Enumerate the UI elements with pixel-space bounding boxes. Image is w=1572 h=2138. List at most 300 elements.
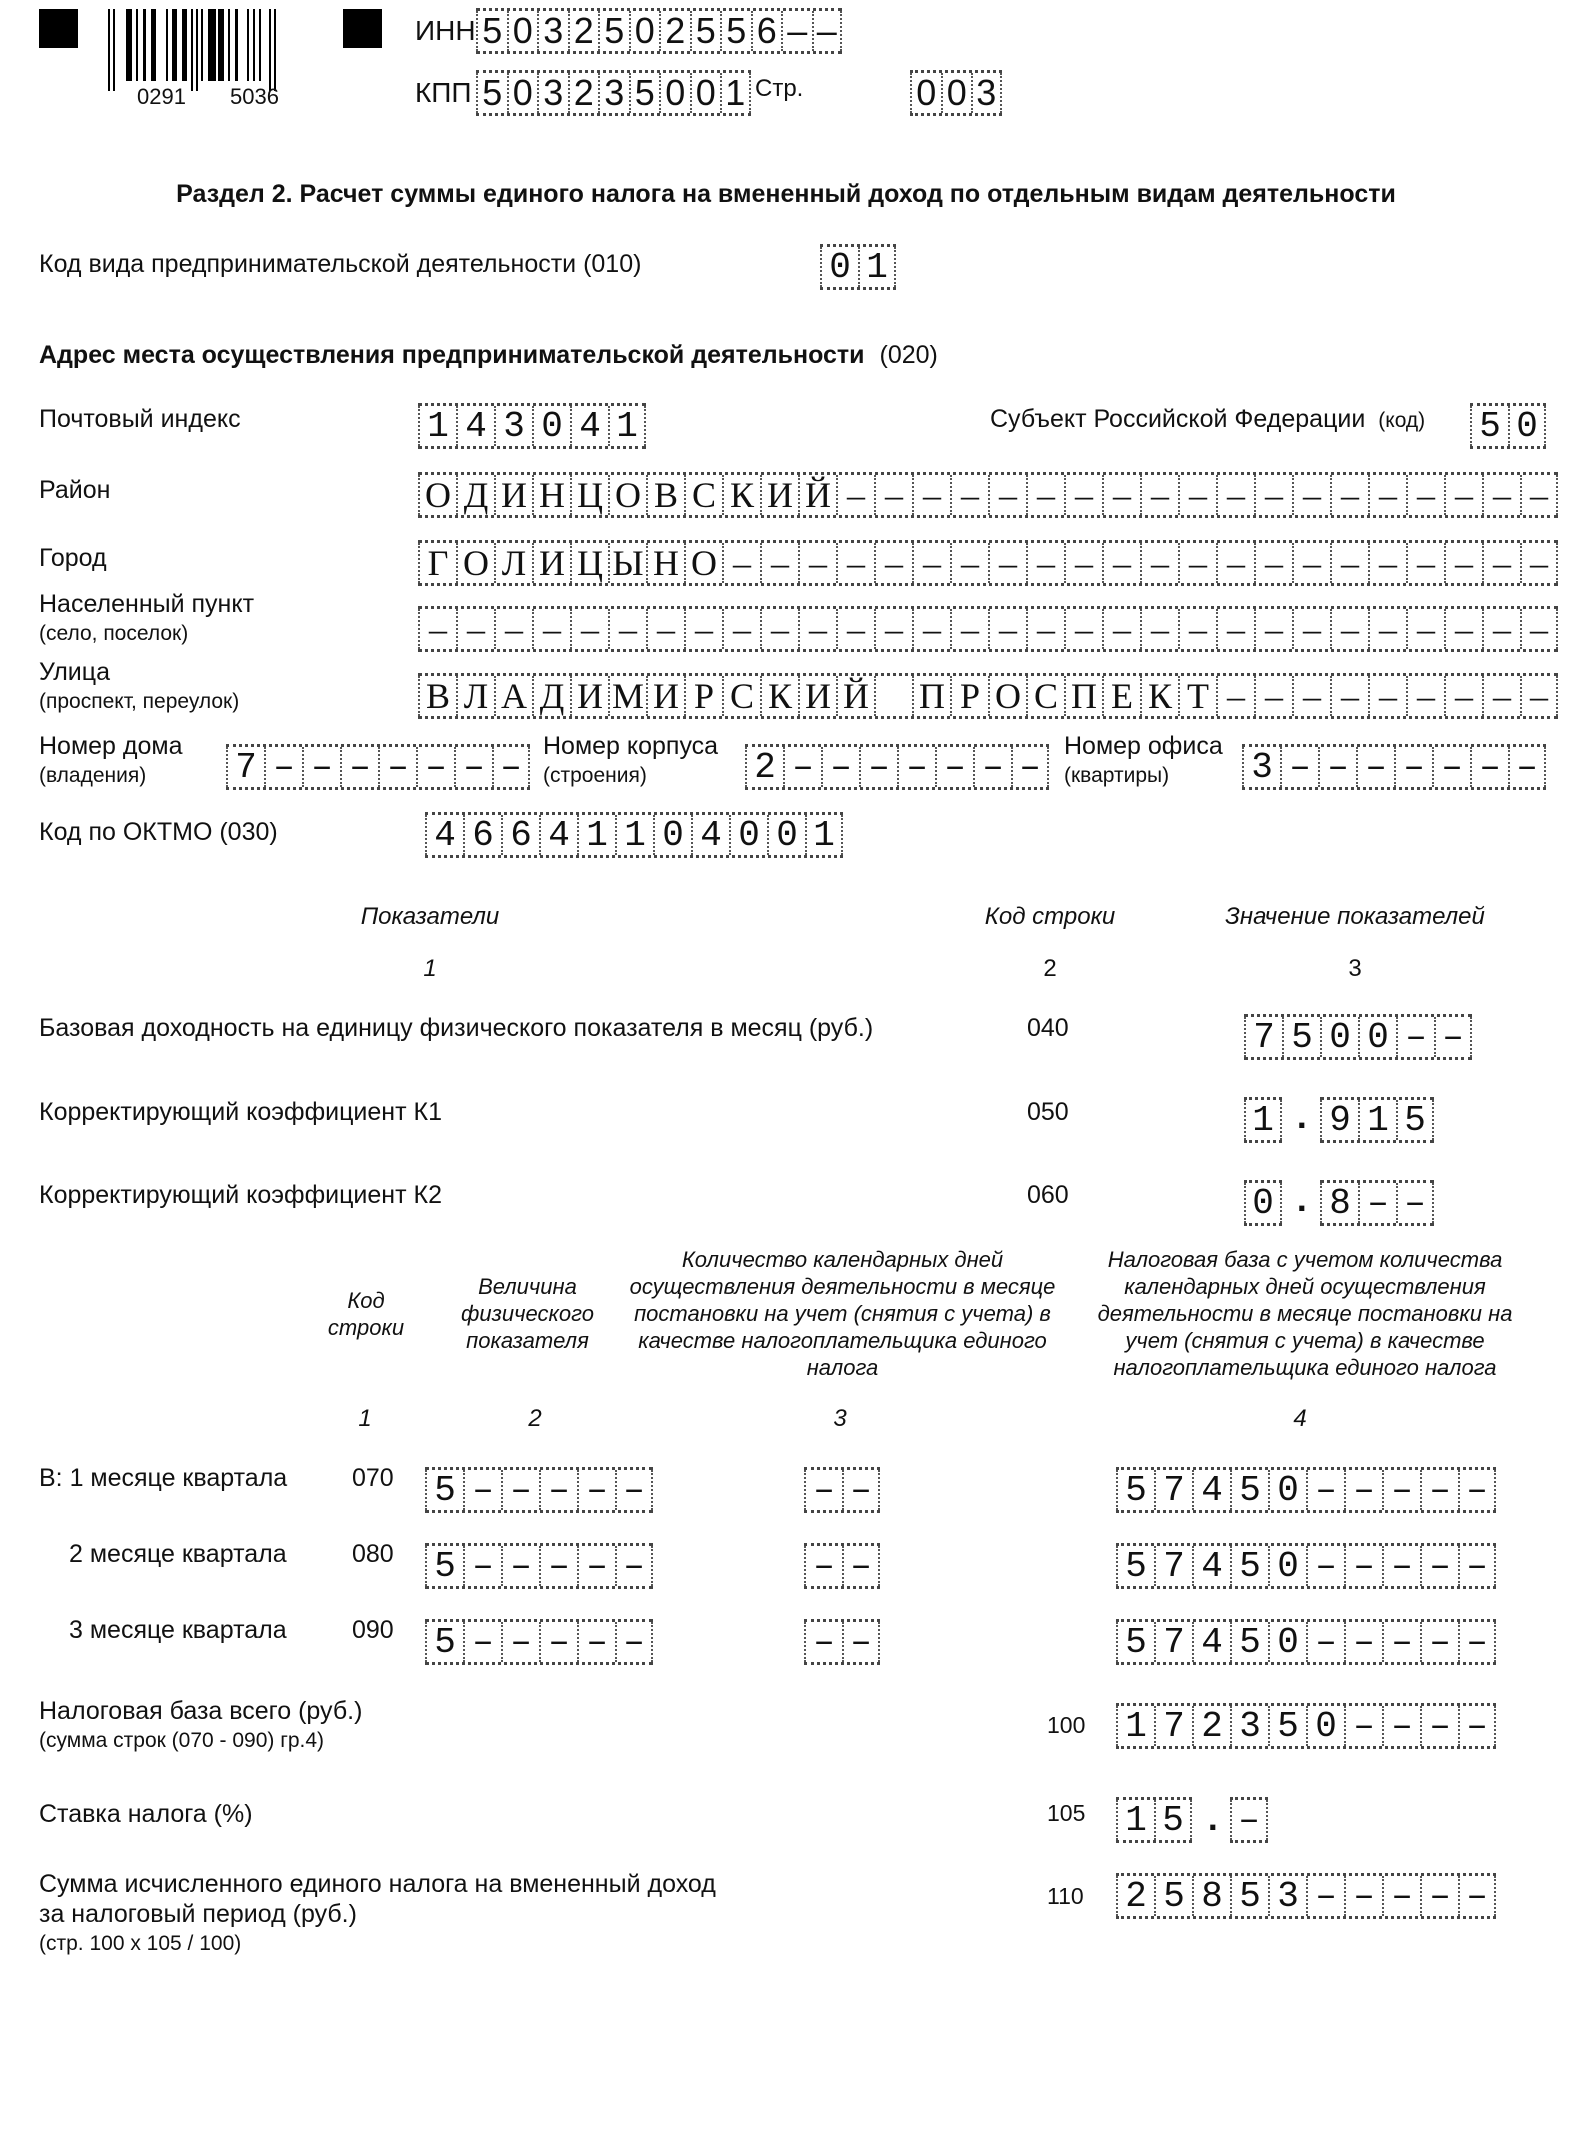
char-cell[interactable]: 0 xyxy=(1320,1017,1358,1057)
char-cell[interactable]: 7 xyxy=(1154,1706,1192,1746)
char-cell[interactable]: – xyxy=(1458,1470,1496,1510)
char-cell[interactable]: – xyxy=(1482,475,1520,515)
char-cell[interactable]: 0 xyxy=(1268,1546,1306,1586)
char-cell[interactable]: – xyxy=(1178,609,1216,649)
char-cell[interactable]: 1 xyxy=(1116,1706,1154,1746)
char-cell[interactable]: – xyxy=(1368,543,1406,583)
char-cell[interactable]: – xyxy=(836,475,874,515)
char-cell[interactable]: 2 xyxy=(659,11,690,51)
char-cell[interactable]: – xyxy=(760,609,798,649)
page-field[interactable] xyxy=(910,70,1002,116)
char-cell[interactable]: – xyxy=(501,1622,539,1662)
char-cell[interactable]: – xyxy=(608,609,646,649)
char-cell[interactable]: 1 xyxy=(615,815,653,855)
char-cell[interactable]: – xyxy=(1434,1017,1472,1057)
street-field[interactable] xyxy=(418,673,1558,719)
char-cell[interactable]: 6 xyxy=(463,815,501,855)
char-cell[interactable]: Ы xyxy=(608,543,646,583)
char-cell[interactable]: Д xyxy=(456,475,494,515)
char-cell[interactable]: – xyxy=(1140,543,1178,583)
char-cell[interactable]: – xyxy=(1520,676,1558,716)
char-cell[interactable]: 0 xyxy=(767,815,805,855)
char-cell[interactable]: И xyxy=(798,676,836,716)
char-cell[interactable]: – xyxy=(1306,1876,1344,1916)
char-cell[interactable]: С xyxy=(722,676,760,716)
char-cell[interactable]: – xyxy=(1292,475,1330,515)
char-cell[interactable]: – xyxy=(1254,676,1292,716)
char-cell[interactable]: – xyxy=(501,1470,539,1510)
char-cell[interactable]: Й xyxy=(836,676,874,716)
char-cell[interactable]: – xyxy=(912,609,950,649)
char-cell[interactable]: – xyxy=(1064,609,1102,649)
char-cell[interactable]: Т xyxy=(1178,676,1216,716)
char-cell[interactable]: – xyxy=(1306,1622,1344,1662)
char-cell[interactable]: – xyxy=(1382,1470,1420,1510)
char-cell[interactable]: – xyxy=(1356,747,1394,787)
char-cell[interactable]: 5 xyxy=(1268,1706,1306,1746)
char-cell[interactable]: И xyxy=(646,676,684,716)
char-cell[interactable]: 2 xyxy=(1192,1706,1230,1746)
char-cell[interactable]: 1 xyxy=(1244,1100,1282,1140)
oktmo-field[interactable] xyxy=(425,812,843,858)
char-cell[interactable]: 0 xyxy=(629,11,660,51)
char-cell[interactable]: – xyxy=(615,1622,653,1662)
row-050-frac-field[interactable] xyxy=(1320,1097,1434,1143)
char-cell[interactable]: – xyxy=(842,1470,880,1510)
char-cell[interactable]: – xyxy=(1482,543,1520,583)
char-cell[interactable]: 3 xyxy=(971,73,1002,113)
char-cell[interactable]: – xyxy=(1344,1622,1382,1662)
char-cell[interactable]: 0 xyxy=(941,73,972,113)
char-cell[interactable]: – xyxy=(1330,475,1368,515)
char-cell[interactable]: – xyxy=(804,1622,842,1662)
char-cell[interactable]: 5 xyxy=(1116,1622,1154,1662)
char-cell[interactable]: Н xyxy=(532,475,570,515)
char-cell[interactable]: – xyxy=(1280,747,1318,787)
char-cell[interactable]: 0 xyxy=(1268,1470,1306,1510)
settlement-field[interactable] xyxy=(418,606,1558,652)
char-cell[interactable]: – xyxy=(463,1622,501,1662)
row-080-days-field[interactable] xyxy=(804,1543,880,1589)
char-cell[interactable]: – xyxy=(798,543,836,583)
char-cell[interactable]: – xyxy=(1406,543,1444,583)
char-cell[interactable]: – xyxy=(781,11,812,51)
char-cell[interactable]: 3 xyxy=(1230,1706,1268,1746)
row-110-field[interactable] xyxy=(1116,1873,1496,1919)
char-cell[interactable]: – xyxy=(842,1546,880,1586)
char-cell[interactable]: 9 xyxy=(1320,1100,1358,1140)
district-field[interactable] xyxy=(418,472,1558,518)
char-cell[interactable]: 1 xyxy=(1116,1800,1154,1840)
char-cell[interactable]: – xyxy=(532,609,570,649)
city-field[interactable] xyxy=(418,540,1558,586)
char-cell[interactable]: – xyxy=(1368,676,1406,716)
row-090-phys-field[interactable] xyxy=(425,1619,653,1665)
char-cell[interactable]: – xyxy=(1102,543,1140,583)
char-cell[interactable]: – xyxy=(1216,475,1254,515)
char-cell[interactable]: К xyxy=(760,676,798,716)
char-cell[interactable]: – xyxy=(798,609,836,649)
row-080-phys-field[interactable] xyxy=(425,1543,653,1589)
char-cell[interactable]: – xyxy=(1292,543,1330,583)
char-cell[interactable]: 5 xyxy=(598,11,629,51)
row-070-base-field[interactable] xyxy=(1116,1467,1496,1513)
char-cell[interactable]: 0 xyxy=(910,73,941,113)
char-cell[interactable]: 1 xyxy=(577,815,615,855)
char-cell[interactable]: – xyxy=(1330,609,1368,649)
row-040-field[interactable] xyxy=(1244,1014,1472,1060)
char-cell[interactable]: 5 xyxy=(1230,1470,1268,1510)
char-cell[interactable]: О xyxy=(684,543,722,583)
char-cell[interactable]: – xyxy=(1458,1876,1496,1916)
char-cell[interactable]: 0 xyxy=(820,247,858,287)
char-cell[interactable]: – xyxy=(1330,543,1368,583)
char-cell[interactable]: – xyxy=(416,747,454,787)
char-cell[interactable]: – xyxy=(1394,747,1432,787)
kpp-field[interactable] xyxy=(476,70,751,116)
char-cell[interactable]: – xyxy=(722,609,760,649)
char-cell[interactable]: О xyxy=(456,543,494,583)
char-cell[interactable]: – xyxy=(577,1470,615,1510)
row-105-int-field[interactable] xyxy=(1116,1797,1192,1843)
char-cell[interactable]: – xyxy=(804,1546,842,1586)
char-cell[interactable]: 5 xyxy=(1154,1876,1192,1916)
char-cell[interactable]: – xyxy=(1026,609,1064,649)
char-cell[interactable]: И xyxy=(494,475,532,515)
char-cell[interactable]: – xyxy=(492,747,530,787)
char-cell[interactable]: И xyxy=(532,543,570,583)
char-cell[interactable]: – xyxy=(1382,1546,1420,1586)
char-cell[interactable]: 1 xyxy=(805,815,843,855)
char-cell[interactable]: 3 xyxy=(537,11,568,51)
char-cell[interactable]: 4 xyxy=(539,815,577,855)
char-cell[interactable]: – xyxy=(1064,475,1102,515)
char-cell[interactable]: Л xyxy=(456,676,494,716)
char-cell[interactable]: – xyxy=(1216,543,1254,583)
row-090-days-field[interactable] xyxy=(804,1619,880,1665)
char-cell[interactable]: – xyxy=(1406,475,1444,515)
char-cell[interactable]: 4 xyxy=(1192,1546,1230,1586)
char-cell[interactable]: 0 xyxy=(659,73,690,113)
char-cell[interactable]: 1 xyxy=(608,406,646,446)
char-cell[interactable]: 4 xyxy=(691,815,729,855)
char-cell[interactable]: 5 xyxy=(476,11,507,51)
house-field[interactable] xyxy=(226,744,530,790)
char-cell[interactable]: – xyxy=(1216,676,1254,716)
char-cell[interactable]: 0 xyxy=(1306,1706,1344,1746)
char-cell[interactable]: – xyxy=(950,543,988,583)
char-cell[interactable]: – xyxy=(912,543,950,583)
row-070-days-field[interactable] xyxy=(804,1467,880,1513)
char-cell[interactable]: 4 xyxy=(1192,1622,1230,1662)
char-cell[interactable]: – xyxy=(1254,475,1292,515)
char-cell[interactable]: – xyxy=(577,1546,615,1586)
char-cell[interactable]: – xyxy=(684,609,722,649)
char-cell[interactable]: – xyxy=(836,543,874,583)
char-cell[interactable]: – xyxy=(1406,609,1444,649)
char-cell[interactable]: – xyxy=(463,1546,501,1586)
char-cell[interactable]: – xyxy=(1306,1546,1344,1586)
row-060-frac-field[interactable] xyxy=(1320,1180,1434,1226)
char-cell[interactable]: – xyxy=(539,1470,577,1510)
char-cell[interactable]: О xyxy=(988,676,1026,716)
char-cell[interactable]: 8 xyxy=(1320,1183,1358,1223)
char-cell[interactable]: – xyxy=(1102,475,1140,515)
char-cell[interactable]: 2 xyxy=(568,11,599,51)
char-cell[interactable]: 7 xyxy=(1244,1017,1282,1057)
char-cell[interactable] xyxy=(874,676,912,716)
char-cell[interactable]: – xyxy=(1420,1706,1458,1746)
char-cell[interactable]: – xyxy=(1140,609,1178,649)
char-cell[interactable]: – xyxy=(842,1622,880,1662)
char-cell[interactable]: 4 xyxy=(570,406,608,446)
char-cell[interactable]: 7 xyxy=(1154,1622,1192,1662)
postal-field[interactable] xyxy=(418,403,646,449)
char-cell[interactable]: 4 xyxy=(425,815,463,855)
char-cell[interactable]: – xyxy=(463,1470,501,1510)
char-cell[interactable]: 5 xyxy=(1230,1622,1268,1662)
char-cell[interactable]: 1 xyxy=(1358,1100,1396,1140)
char-cell[interactable]: – xyxy=(577,1622,615,1662)
region-field[interactable] xyxy=(1470,403,1546,449)
char-cell[interactable]: – xyxy=(1254,543,1292,583)
char-cell[interactable]: – xyxy=(804,1470,842,1510)
char-cell[interactable]: – xyxy=(1344,1706,1382,1746)
char-cell[interactable]: – xyxy=(1330,676,1368,716)
char-cell[interactable]: 5 xyxy=(1116,1470,1154,1510)
char-cell[interactable]: 1 xyxy=(858,247,896,287)
char-cell[interactable]: 5 xyxy=(425,1546,463,1586)
char-cell[interactable]: 0 xyxy=(1358,1017,1396,1057)
char-cell[interactable]: – xyxy=(1254,609,1292,649)
char-cell[interactable]: 5 xyxy=(425,1470,463,1510)
char-cell[interactable]: – xyxy=(1444,543,1482,583)
char-cell[interactable]: 3 xyxy=(537,73,568,113)
char-cell[interactable]: – xyxy=(501,1546,539,1586)
char-cell[interactable]: 2 xyxy=(1116,1876,1154,1916)
char-cell[interactable]: – xyxy=(1406,676,1444,716)
char-cell[interactable]: – xyxy=(874,609,912,649)
row-090-base-field[interactable] xyxy=(1116,1619,1496,1665)
building-field[interactable] xyxy=(745,744,1049,790)
char-cell[interactable]: 4 xyxy=(1192,1470,1230,1510)
char-cell[interactable]: 5 xyxy=(629,73,660,113)
char-cell[interactable]: – xyxy=(1382,1706,1420,1746)
char-cell[interactable]: – xyxy=(1178,475,1216,515)
char-cell[interactable]: 5 xyxy=(720,11,751,51)
char-cell[interactable]: 2 xyxy=(568,73,599,113)
char-cell[interactable]: – xyxy=(570,609,608,649)
char-cell[interactable]: 7 xyxy=(1154,1470,1192,1510)
char-cell[interactable]: – xyxy=(264,747,302,787)
char-cell[interactable]: – xyxy=(378,747,416,787)
char-cell[interactable]: П xyxy=(1064,676,1102,716)
char-cell[interactable]: – xyxy=(539,1546,577,1586)
char-cell[interactable]: 5 xyxy=(1396,1100,1434,1140)
char-cell[interactable]: Р xyxy=(684,676,722,716)
char-cell[interactable]: – xyxy=(1458,1622,1496,1662)
char-cell[interactable]: – xyxy=(950,475,988,515)
char-cell[interactable]: 3 xyxy=(598,73,629,113)
char-cell[interactable]: – xyxy=(646,609,684,649)
char-cell[interactable]: – xyxy=(1368,609,1406,649)
char-cell[interactable]: 0 xyxy=(690,73,721,113)
char-cell[interactable]: – xyxy=(1482,676,1520,716)
char-cell[interactable]: О xyxy=(608,475,646,515)
char-cell[interactable]: – xyxy=(1420,1876,1458,1916)
char-cell[interactable]: – xyxy=(1382,1622,1420,1662)
char-cell[interactable]: – xyxy=(456,609,494,649)
char-cell[interactable]: – xyxy=(615,1546,653,1586)
char-cell[interactable]: – xyxy=(874,475,912,515)
char-cell[interactable]: – xyxy=(812,11,843,51)
char-cell[interactable]: – xyxy=(1306,1470,1344,1510)
char-cell[interactable]: 0 xyxy=(729,815,767,855)
char-cell[interactable]: 0 xyxy=(507,11,538,51)
char-cell[interactable]: – xyxy=(1420,1622,1458,1662)
char-cell[interactable]: – xyxy=(1396,1017,1434,1057)
char-cell[interactable]: – xyxy=(1064,543,1102,583)
activity-code-field[interactable] xyxy=(820,244,896,290)
inn-field[interactable] xyxy=(476,8,842,54)
char-cell[interactable]: – xyxy=(1420,1470,1458,1510)
char-cell[interactable]: – xyxy=(1230,1800,1268,1840)
char-cell[interactable]: М xyxy=(608,676,646,716)
char-cell[interactable]: – xyxy=(950,609,988,649)
char-cell[interactable]: О xyxy=(418,475,456,515)
char-cell[interactable]: – xyxy=(1520,609,1558,649)
char-cell[interactable]: В xyxy=(418,676,456,716)
char-cell[interactable]: С xyxy=(1026,676,1064,716)
char-cell[interactable]: 8 xyxy=(1192,1876,1230,1916)
char-cell[interactable]: 7 xyxy=(226,747,264,787)
char-cell[interactable]: – xyxy=(454,747,492,787)
char-cell[interactable]: – xyxy=(1520,543,1558,583)
char-cell[interactable]: – xyxy=(1358,1183,1396,1223)
char-cell[interactable]: 5 xyxy=(476,73,507,113)
char-cell[interactable]: 6 xyxy=(751,11,782,51)
char-cell[interactable]: – xyxy=(1318,747,1356,787)
char-cell[interactable]: П xyxy=(912,676,950,716)
char-cell[interactable]: 3 xyxy=(1242,747,1280,787)
char-cell[interactable]: 0 xyxy=(507,73,538,113)
char-cell[interactable]: 2 xyxy=(745,747,783,787)
char-cell[interactable]: 5 xyxy=(1230,1546,1268,1586)
char-cell[interactable]: – xyxy=(912,475,950,515)
char-cell[interactable]: – xyxy=(1292,609,1330,649)
char-cell[interactable]: К xyxy=(1140,676,1178,716)
row-100-field[interactable] xyxy=(1116,1703,1496,1749)
char-cell[interactable]: Н xyxy=(646,543,684,583)
char-cell[interactable]: Г xyxy=(418,543,456,583)
row-060-int-field[interactable] xyxy=(1244,1180,1282,1226)
char-cell[interactable]: 4 xyxy=(456,406,494,446)
char-cell[interactable]: 5 xyxy=(1116,1546,1154,1586)
char-cell[interactable]: – xyxy=(1482,609,1520,649)
char-cell[interactable]: 3 xyxy=(494,406,532,446)
char-cell[interactable]: 5 xyxy=(1230,1876,1268,1916)
char-cell[interactable]: Й xyxy=(798,475,836,515)
char-cell[interactable]: – xyxy=(897,747,935,787)
char-cell[interactable]: – xyxy=(1470,747,1508,787)
char-cell[interactable]: 1 xyxy=(720,73,751,113)
char-cell[interactable]: – xyxy=(821,747,859,787)
char-cell[interactable]: 0 xyxy=(532,406,570,446)
char-cell[interactable]: И xyxy=(760,475,798,515)
char-cell[interactable]: – xyxy=(418,609,456,649)
char-cell[interactable]: – xyxy=(1444,475,1482,515)
char-cell[interactable]: – xyxy=(1026,543,1064,583)
char-cell[interactable]: А xyxy=(494,676,532,716)
char-cell[interactable]: Д xyxy=(532,676,570,716)
char-cell[interactable]: – xyxy=(935,747,973,787)
char-cell[interactable]: 5 xyxy=(1282,1017,1320,1057)
char-cell[interactable]: – xyxy=(1011,747,1049,787)
char-cell[interactable]: – xyxy=(302,747,340,787)
char-cell[interactable]: – xyxy=(1520,475,1558,515)
char-cell[interactable]: – xyxy=(836,609,874,649)
char-cell[interactable]: 5 xyxy=(1470,406,1508,446)
char-cell[interactable]: – xyxy=(988,609,1026,649)
char-cell[interactable]: – xyxy=(1102,609,1140,649)
char-cell[interactable]: Л xyxy=(494,543,532,583)
char-cell[interactable]: – xyxy=(1344,1876,1382,1916)
char-cell[interactable]: – xyxy=(1178,543,1216,583)
char-cell[interactable]: 5 xyxy=(425,1622,463,1662)
char-cell[interactable]: 0 xyxy=(1244,1183,1282,1223)
char-cell[interactable]: 5 xyxy=(1154,1800,1192,1840)
char-cell[interactable]: – xyxy=(1458,1546,1496,1586)
char-cell[interactable]: – xyxy=(1396,1183,1434,1223)
char-cell[interactable]: 0 xyxy=(653,815,691,855)
char-cell[interactable]: К xyxy=(722,475,760,515)
char-cell[interactable]: – xyxy=(615,1470,653,1510)
char-cell[interactable]: – xyxy=(539,1622,577,1662)
char-cell[interactable]: – xyxy=(988,543,1026,583)
char-cell[interactable]: – xyxy=(1444,609,1482,649)
char-cell[interactable]: – xyxy=(973,747,1011,787)
char-cell[interactable]: – xyxy=(1344,1546,1382,1586)
char-cell[interactable]: Е xyxy=(1102,676,1140,716)
char-cell[interactable]: 3 xyxy=(1268,1876,1306,1916)
office-field[interactable] xyxy=(1242,744,1546,790)
char-cell[interactable]: – xyxy=(874,543,912,583)
char-cell[interactable]: – xyxy=(1432,747,1470,787)
char-cell[interactable]: – xyxy=(1508,747,1546,787)
char-cell[interactable]: 6 xyxy=(501,815,539,855)
char-cell[interactable]: – xyxy=(1382,1876,1420,1916)
char-cell[interactable]: Р xyxy=(950,676,988,716)
char-cell[interactable]: 1 xyxy=(418,406,456,446)
char-cell[interactable]: Ц xyxy=(570,475,608,515)
char-cell[interactable]: 5 xyxy=(690,11,721,51)
row-080-base-field[interactable] xyxy=(1116,1543,1496,1589)
char-cell[interactable]: 0 xyxy=(1508,406,1546,446)
char-cell[interactable]: Ц xyxy=(570,543,608,583)
char-cell[interactable]: – xyxy=(494,609,532,649)
char-cell[interactable]: С xyxy=(684,475,722,515)
char-cell[interactable]: – xyxy=(783,747,821,787)
char-cell[interactable]: – xyxy=(1344,1470,1382,1510)
char-cell[interactable]: 0 xyxy=(1268,1622,1306,1662)
char-cell[interactable]: – xyxy=(1444,676,1482,716)
row-105-frac-field[interactable] xyxy=(1230,1797,1268,1843)
char-cell[interactable]: – xyxy=(1292,676,1330,716)
char-cell[interactable]: – xyxy=(1368,475,1406,515)
char-cell[interactable]: – xyxy=(1140,475,1178,515)
char-cell[interactable]: – xyxy=(1420,1546,1458,1586)
char-cell[interactable]: – xyxy=(988,475,1026,515)
